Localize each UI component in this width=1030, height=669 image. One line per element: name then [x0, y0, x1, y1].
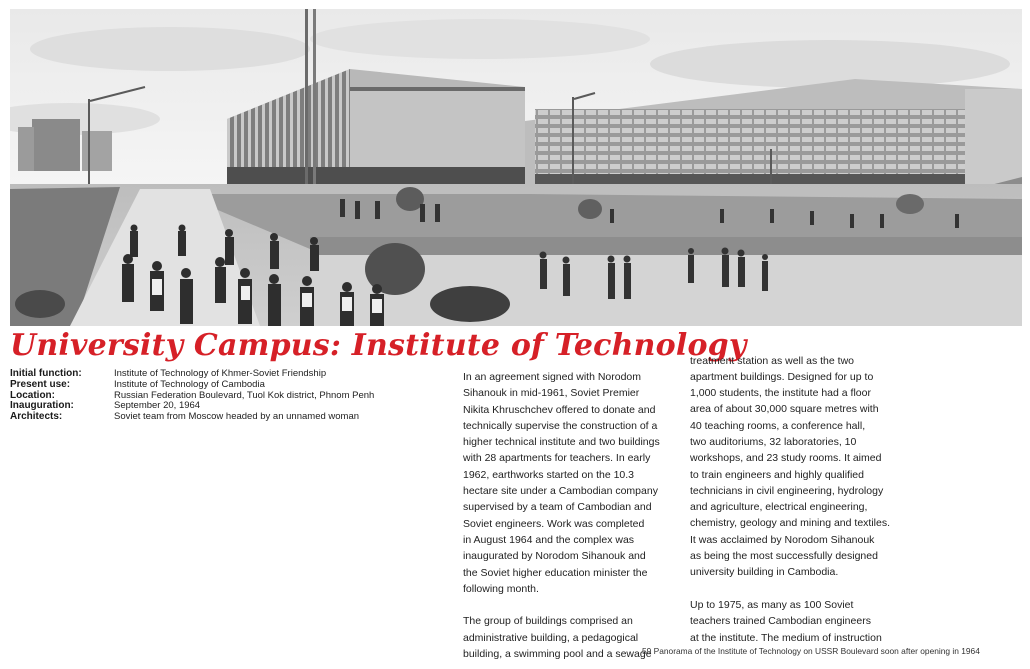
fact-value: September 20, 1964	[114, 400, 201, 412]
fact-row-present-use	[10, 380, 450, 391]
paragraph: The group of buildings comprised an administrative building, a pedagogical building, a swimming pool and a sewage	[463, 615, 652, 661]
body-column-right	[690, 354, 916, 646]
paragraph: In an agreement signed with Norodom Sihanouk in mid-1961, Soviet Premier Nikita Khruschchev offered to donate and technically supervise the construction of a higher technical institute and two buildings with 28 apartments for teachers. In early 1962, earthworks started on the 10.3 hectare site under a Cambodian company supervised by a team of Cambodian and Soviet engineers. Work was completed in August 1964 and the complex was inaugurated by Norodom Sihanouk and the Soviet higher education minister the following month.	[463, 371, 660, 595]
paragraph: treatment station as well as the two apartment buildings. Designed for up to 1,000 students, the institute had a floor area of about 30,000 square metres with 40 teaching rooms, a conference hall, two auditoriums, 32 laboratories, 10 workshops, and 23 study rooms. It aimed to train engineers and highly qualified technicians in civil engineering, hydrology and agriculture, electrical engineering, chemistry, geology and mining and textiles. It was acclaimed by Norodom Sihanouk as being the most successfully designed university building in Cambodia.	[690, 354, 890, 579]
page-title: University Campus: Institute of Technology	[10, 328, 747, 363]
fact-row-location	[10, 391, 450, 402]
fact-value: Institute of Technology of Khmer-Soviet Friendship	[114, 368, 327, 379]
fact-row-architects	[10, 412, 450, 423]
fact-label: Present use:	[10, 378, 71, 390]
panorama-photo	[10, 9, 1022, 326]
fact-value: Russian Federation Boulevard, Tuol Kok district, Phnom Penh	[114, 389, 375, 401]
facts-table	[10, 369, 450, 423]
fact-label: Architects:	[10, 411, 63, 423]
photo-caption: 59 Panorama of the Institute of Technology on USSR Boulevard soon after opening in 1964	[642, 646, 980, 656]
fact-label: Initial function:	[10, 368, 82, 379]
fact-value: Soviet team from Moscow headed by an unnamed woman	[114, 411, 360, 423]
fact-value: Institute of Technology of Cambodia	[114, 378, 265, 390]
body-column-left	[463, 369, 689, 662]
fact-label: Inauguration:	[10, 400, 74, 412]
paragraph: Up to 1975, as many as 100 Soviet teachers trained Cambodian engineers at the institute. The medium of instruction	[690, 598, 882, 644]
fact-label: Location:	[10, 389, 55, 401]
